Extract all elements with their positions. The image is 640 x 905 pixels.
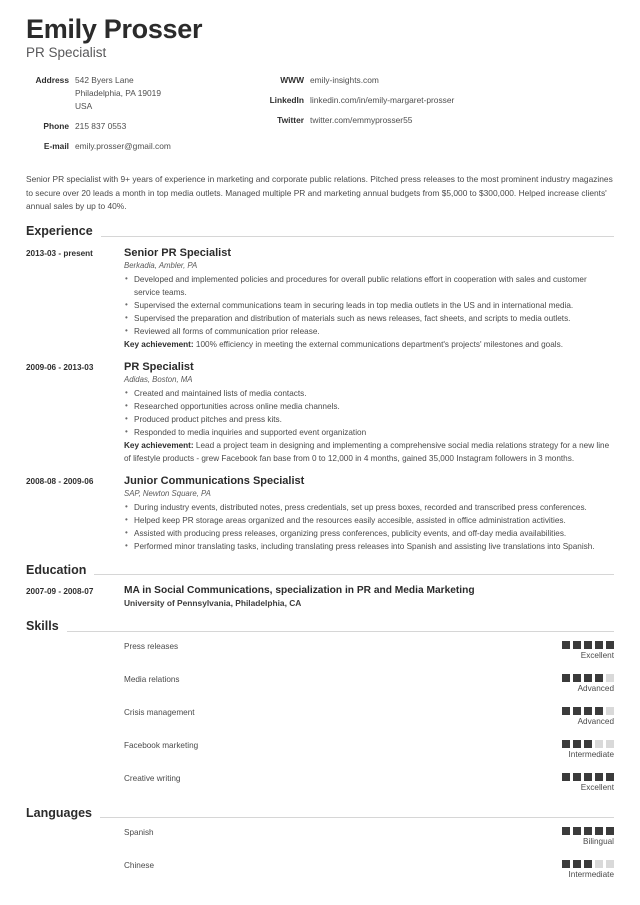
skill-row (26, 707, 614, 731)
rating-square-empty (595, 740, 603, 748)
bullet-item: • Assisted with producing press releases, organizing press conferences, publicity events, and off-day media availabilities. (124, 528, 614, 541)
section-rule (94, 574, 614, 575)
contact-www-value[interactable]: emily-insights.com (310, 75, 379, 86)
rating-square-empty (595, 860, 603, 868)
rating-square-filled (606, 641, 614, 649)
rating-square-filled (595, 674, 603, 682)
rating-square-filled (562, 773, 570, 781)
bullet-item: • Helped keep PR storage areas organized and the resources easily accesible, assisted in office administration activities. (124, 515, 614, 528)
language-name: Chinese (124, 861, 155, 871)
candidate-name: Emily Prosser (26, 14, 203, 44)
section-education (26, 564, 614, 610)
language-name: Spanish (124, 828, 154, 838)
resume-header (26, 14, 614, 160)
experience-company: SAP, Newton Square, PA (124, 488, 211, 498)
section-title: Experience (26, 224, 93, 239)
skill-level-label: Advanced (577, 716, 614, 726)
experience-bullets (124, 388, 614, 440)
education-degree: MA in Social Communications, specialization in PR and Media Marketing (124, 585, 475, 597)
experience-bullets (124, 274, 614, 339)
rating-square-filled (573, 740, 581, 748)
skill-meter (526, 674, 614, 694)
bullet-item: • Reviewed all forms of communication prior release. (124, 326, 614, 339)
skill-level-label: Excellent (580, 782, 614, 792)
skill-level-label: Intermediate (568, 749, 614, 759)
experience-key-achievement (124, 440, 614, 466)
candidate-job-title: PR Specialist (26, 45, 107, 61)
bullet-item: • Developed and implemented policies and procedures for overall public relations effort in cooperation with sales and customer service teams. (124, 274, 614, 300)
bullet-item: • During industry events, distributed notes, press credentials, set up press boxes, recorded and transcribed press conferences. (124, 502, 614, 515)
contact-www-label: WWW (280, 75, 304, 86)
rating-square-filled (573, 707, 581, 715)
rating-square-filled (562, 674, 570, 682)
experience-entry (26, 360, 614, 466)
section-rule (101, 236, 614, 237)
experience-company: Adidas, Boston, MA (124, 374, 193, 384)
key-achievement-label: Key achievement: (124, 339, 194, 349)
contact-address-value (75, 74, 161, 113)
rating-square-filled (573, 827, 581, 835)
rating-square-filled (584, 860, 592, 868)
key-achievement-text: 100% efficiency in meeting the external communications department's projects' milestones and goals. (193, 339, 563, 349)
contact-email[interactable] (26, 140, 256, 153)
rating-square-filled (562, 641, 570, 649)
contact-linkedin-value[interactable]: linkedin.com/in/emily-margaret-prosser (310, 95, 455, 106)
education-date: 2007-09 - 2008-07 (26, 587, 94, 597)
contact-address (26, 74, 256, 113)
rating-square-filled (595, 707, 603, 715)
language-meter (526, 827, 614, 847)
key-achievement-text: Lead a project team in designing and implementing a comprehensive social media relations strategy for a new line of lifestyle products - grew Facebook fan base from 0 to 12,000 in 4 months, gained 35,000 Instagram followers in 3 months. (124, 440, 610, 463)
experience-date: 2008-08 - 2009-06 (26, 476, 94, 486)
rating-square-filled (573, 773, 581, 781)
contact-phone-label: Phone (43, 121, 69, 132)
rating-square-filled (584, 641, 592, 649)
rating-square-filled (573, 641, 581, 649)
skill-row (26, 641, 614, 665)
contact-details (26, 74, 614, 160)
bullet-item: • Produced product pitches and press kits. (124, 414, 614, 427)
skill-name: Press releases (124, 641, 179, 651)
section-experience (26, 225, 614, 554)
rating-square-filled (584, 707, 592, 715)
contact-twitter-value[interactable]: twitter.com/emmyprosser55 (310, 115, 413, 126)
key-achievement-label: Key achievement: (124, 440, 194, 450)
contact-linkedin-label: LinkedIn (269, 95, 304, 106)
skill-rating-squares (526, 674, 614, 682)
bullet-item: • Supervised the preparation and distribution of materials such as news releases, fact sheets, and scripts to media outlets. (124, 313, 614, 326)
rating-square-filled (595, 827, 603, 835)
rating-square-empty (606, 740, 614, 748)
section-header-skills (26, 620, 614, 634)
section-skills (26, 620, 614, 797)
experience-key-achievement (124, 339, 614, 352)
address-line-2: Philadelphia, PA 19019 (75, 88, 161, 99)
skill-name: Facebook marketing (124, 740, 199, 750)
section-header-education (26, 564, 614, 578)
contact-column-left (26, 74, 256, 160)
section-header-languages (26, 807, 614, 821)
rating-square-empty (606, 674, 614, 682)
bullet-item: • Supervised the external communications team in securing leads in top media outlets in the US and in international media. (124, 300, 614, 313)
experience-bullets (124, 502, 614, 554)
skill-name: Crisis management (124, 707, 195, 717)
skill-rating-squares (526, 707, 614, 715)
rating-square-filled (573, 674, 581, 682)
language-meter (526, 860, 614, 880)
experience-date: 2009-06 - 2013-03 (26, 362, 94, 372)
rating-square-filled (562, 827, 570, 835)
skill-row (26, 740, 614, 764)
experience-body (124, 360, 614, 466)
language-level-label: Intermediate (568, 870, 614, 880)
bullet-item: • Created and maintained lists of media contacts. (124, 388, 614, 401)
education-entry (26, 584, 614, 610)
experience-entry (26, 246, 614, 352)
skill-meter (526, 773, 614, 793)
skill-row (26, 773, 614, 797)
experience-body (124, 246, 614, 352)
profile-summary: Senior PR specialist with 9+ years of experience in marketing and corporate public relations. Pitched press releases to the most prominent industry magazines to secure over 20 leads a month in top media outlets. Managed multiple PR and marketing annual budgets from $5,000 to $300,000. Helped increase clients' annual sales by up to 40%. (26, 174, 613, 212)
language-rating-squares (526, 860, 614, 868)
skill-name: Creative writing (124, 773, 181, 783)
skill-meter (526, 641, 614, 661)
education-body (124, 584, 614, 610)
contact-linkedin[interactable] (256, 94, 596, 107)
skill-name: Media relations (124, 674, 180, 684)
rating-square-empty (606, 860, 614, 868)
contact-address-label: Address (35, 75, 69, 86)
rating-square-filled (595, 773, 603, 781)
address-line-3: USA (75, 101, 93, 112)
contact-email-value[interactable]: emily.prosser@gmail.com (75, 141, 171, 152)
skill-row (26, 674, 614, 698)
contact-phone (26, 120, 256, 133)
contact-twitter-label: Twitter (277, 115, 304, 126)
language-level-label: Bilingual (583, 837, 614, 847)
skill-rating-squares (526, 740, 614, 748)
language-row (26, 860, 614, 884)
bullet-item: • Responded to media inquiries and supported event organization (124, 427, 614, 440)
section-title: Education (26, 562, 87, 577)
rating-square-filled (606, 827, 614, 835)
skill-rating-squares (526, 641, 614, 649)
language-rating-squares (526, 827, 614, 835)
experience-body (124, 474, 614, 554)
rating-square-filled (573, 860, 581, 868)
skill-level-label: Advanced (577, 683, 614, 693)
experience-entry (26, 474, 614, 554)
rating-square-empty (606, 707, 614, 715)
rating-square-filled (562, 707, 570, 715)
skill-meter (526, 707, 614, 727)
contact-www[interactable] (256, 74, 596, 87)
skill-level-label: Excellent (580, 650, 614, 660)
experience-job-title: PR Specialist (124, 360, 194, 373)
contact-phone-value: 215 837 0553 (75, 121, 127, 132)
section-languages (26, 807, 614, 885)
skill-rating-squares (526, 773, 614, 781)
section-rule (100, 817, 614, 818)
experience-job-title: Senior PR Specialist (124, 246, 231, 259)
section-title: Skills (26, 618, 59, 633)
education-school: University of Pennsylvania, Philadelphia, CA (124, 598, 302, 609)
rating-square-filled (584, 674, 592, 682)
rating-square-filled (584, 827, 592, 835)
contact-email-label: E-mail (43, 141, 69, 152)
experience-company: Berkadia, Ambler, PA (124, 261, 198, 271)
experience-job-title: Junior Communications Specialist (124, 474, 305, 487)
bullet-item: • Performed minor translating tasks, including translating press releases into Spanish and assisting live translations into Spanish. (124, 541, 614, 554)
bullet-item: • Researched opportunities across online media channels. (124, 401, 614, 414)
rating-square-filled (606, 773, 614, 781)
rating-square-filled (562, 860, 570, 868)
contact-twitter[interactable] (256, 114, 596, 127)
experience-date: 2013-03 - present (26, 248, 93, 258)
rating-square-filled (595, 641, 603, 649)
section-header-experience (26, 225, 614, 239)
section-rule (67, 631, 614, 632)
rating-square-filled (584, 740, 592, 748)
skill-meter (526, 740, 614, 760)
address-line-1: 542 Byers Lane (75, 75, 134, 86)
rating-square-filled (562, 740, 570, 748)
contact-column-right (256, 74, 596, 160)
language-row (26, 827, 614, 851)
section-title: Languages (26, 805, 92, 820)
rating-square-filled (584, 773, 592, 781)
